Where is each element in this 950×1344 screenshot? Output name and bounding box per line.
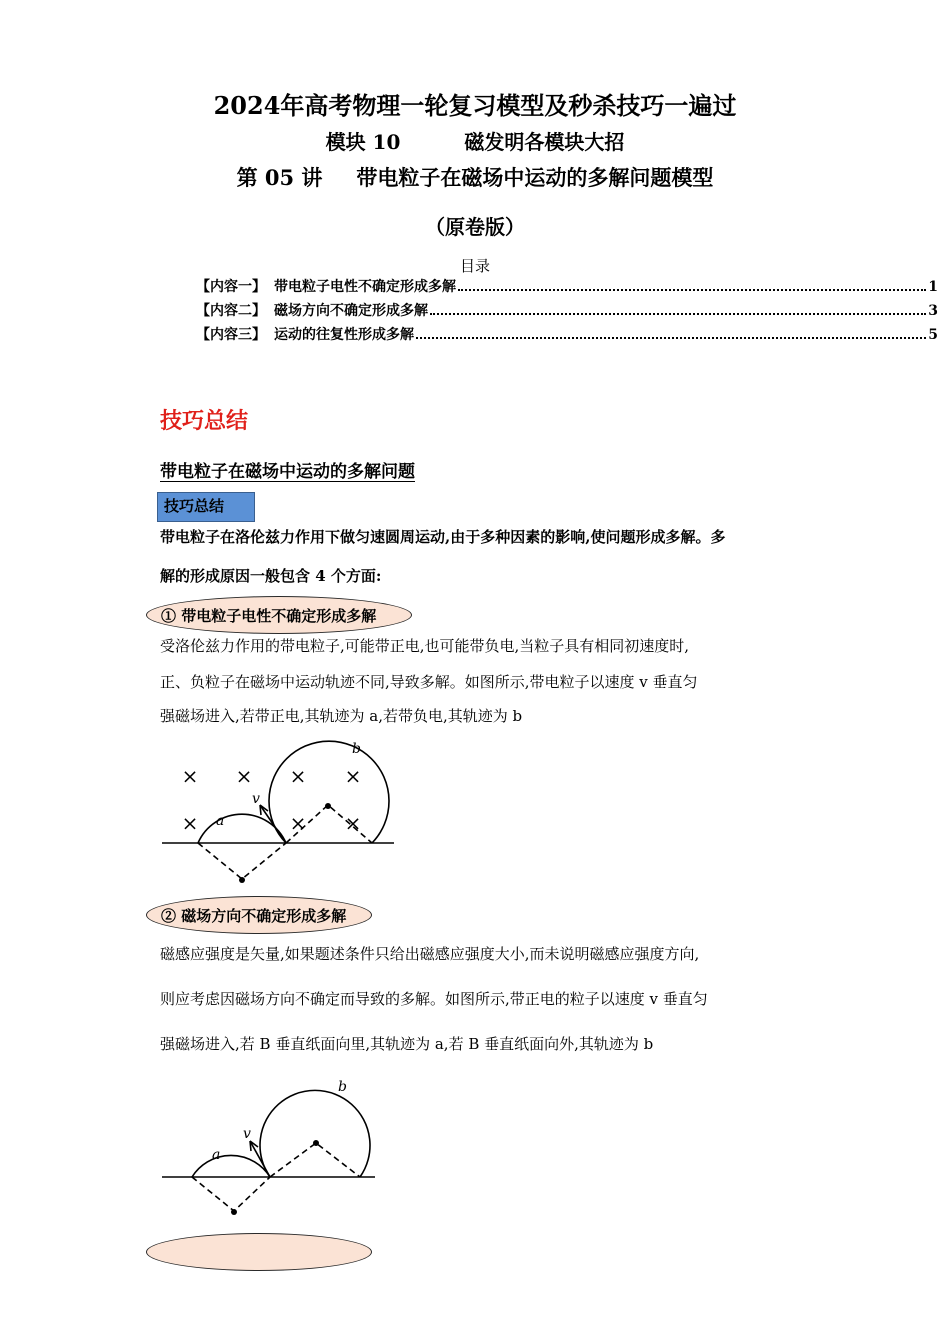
trajectory-a xyxy=(198,814,286,843)
toc-leader xyxy=(458,288,926,291)
summary-box-label: 技巧总结 xyxy=(157,492,255,522)
case3-label xyxy=(146,1233,372,1271)
field-mark: × xyxy=(181,811,199,835)
edition-label: （原卷版） xyxy=(425,215,525,239)
toc-item-tag: 【内容三】 xyxy=(196,327,266,343)
center-a-dot xyxy=(231,1209,237,1215)
toc-item[interactable] xyxy=(196,300,938,322)
toc-item-tag: 【内容二】 xyxy=(196,303,266,319)
radius-b xyxy=(270,1143,360,1177)
field-mark: × xyxy=(289,811,307,835)
module-number: 模块 10 xyxy=(325,130,401,154)
section-subheading: 带电粒子在磁场中运动的多解问题 xyxy=(160,462,415,482)
toc-item[interactable] xyxy=(196,324,938,346)
trajectory-b xyxy=(269,741,389,843)
field-mark: × xyxy=(344,764,362,788)
toc-item[interactable] xyxy=(196,276,938,298)
label-b: b xyxy=(338,1079,347,1095)
toc-item-page: 3 xyxy=(928,303,938,319)
radius-a xyxy=(198,843,286,879)
toc-item-title: 磁场方向不确定形成多解 xyxy=(274,303,428,319)
case2-line-1: 磁感应强度是矢量,如果题述条件只给出磁感应强度大小,而未说明磁感应强度方向, xyxy=(160,945,700,963)
center-b-dot xyxy=(313,1140,319,1146)
trajectory-b xyxy=(260,1090,370,1177)
case1-line-3: 强磁场进入,若带正电,其轨迹为 a,若带负电,其轨迹为 b xyxy=(160,707,523,725)
velocity-arrow xyxy=(260,805,286,843)
trajectory-a xyxy=(192,1155,270,1177)
toc-item-tag: 【内容一】 xyxy=(196,279,266,295)
toc-item-page: 5 xyxy=(928,327,938,343)
label-a: a xyxy=(216,813,225,829)
toc-item-page: 1 xyxy=(928,279,938,295)
field-mark: × xyxy=(181,764,199,788)
main-title: 2024年高考物理一轮复习模型及秒杀技巧一遍过 xyxy=(213,91,737,120)
case2-line-3: 强磁场进入,若 B 垂直纸面向里,其轨迹为 a,若 B 垂直纸面向外,其轨迹为 b xyxy=(160,1035,654,1053)
case2-line-2: 则应考虑因磁场方向不确定而导致的多解。如图所示,带正电的粒子以速度 v 垂直匀 xyxy=(160,990,708,1008)
label-v: v xyxy=(252,791,260,807)
trajectory-figure-2 xyxy=(150,1075,390,1225)
lecture-name: 带电粒子在磁场中运动的多解问题模型 xyxy=(356,165,714,190)
field-mark: × xyxy=(344,811,362,835)
module-name: 磁发明各模块大招 xyxy=(464,130,625,154)
label-b: b xyxy=(352,741,361,757)
module-line xyxy=(0,126,950,155)
case1-line-1: 受洛伦兹力作用的带电粒子,可能带正电,也可能带负电,当粒子具有相同初速度时, xyxy=(160,637,690,655)
label-v: v xyxy=(243,1126,251,1142)
intro-line-2: 解的形成原因一般包含 4 个方面: xyxy=(160,567,382,585)
lecture-line xyxy=(0,162,950,192)
toc-item-title: 带电粒子电性不确定形成多解 xyxy=(274,279,456,295)
field-mark: × xyxy=(289,764,307,788)
intro-line-1: 带电粒子在洛伦兹力作用下做匀速圆周运动,由于多种因素的影响,使问题形成多解。多 xyxy=(160,528,726,546)
case2-label: ② 磁场方向不确定形成多解 xyxy=(146,896,372,934)
toc-item-title: 运动的往复性形成多解 xyxy=(274,327,414,343)
field-mark: × xyxy=(235,764,253,788)
section-heading: 技巧总结 xyxy=(160,409,249,434)
lecture-number: 第 05 讲 xyxy=(236,165,323,190)
case1-line-2: 正、负粒子在磁场中运动轨迹不同,导致多解。如图所示,带电粒子以速度 v 垂直匀 xyxy=(160,673,698,691)
center-a-dot xyxy=(239,877,245,883)
toc-leader xyxy=(416,336,926,339)
toc-leader xyxy=(430,312,926,315)
case1-label: ① 带电粒子电性不确定形成多解 xyxy=(146,596,412,634)
trajectory-figure-1 xyxy=(150,735,410,895)
toc-heading: 目录 xyxy=(459,257,490,275)
radius-a xyxy=(192,1177,270,1211)
center-b-dot xyxy=(325,803,331,809)
label-a: a xyxy=(212,1147,221,1163)
